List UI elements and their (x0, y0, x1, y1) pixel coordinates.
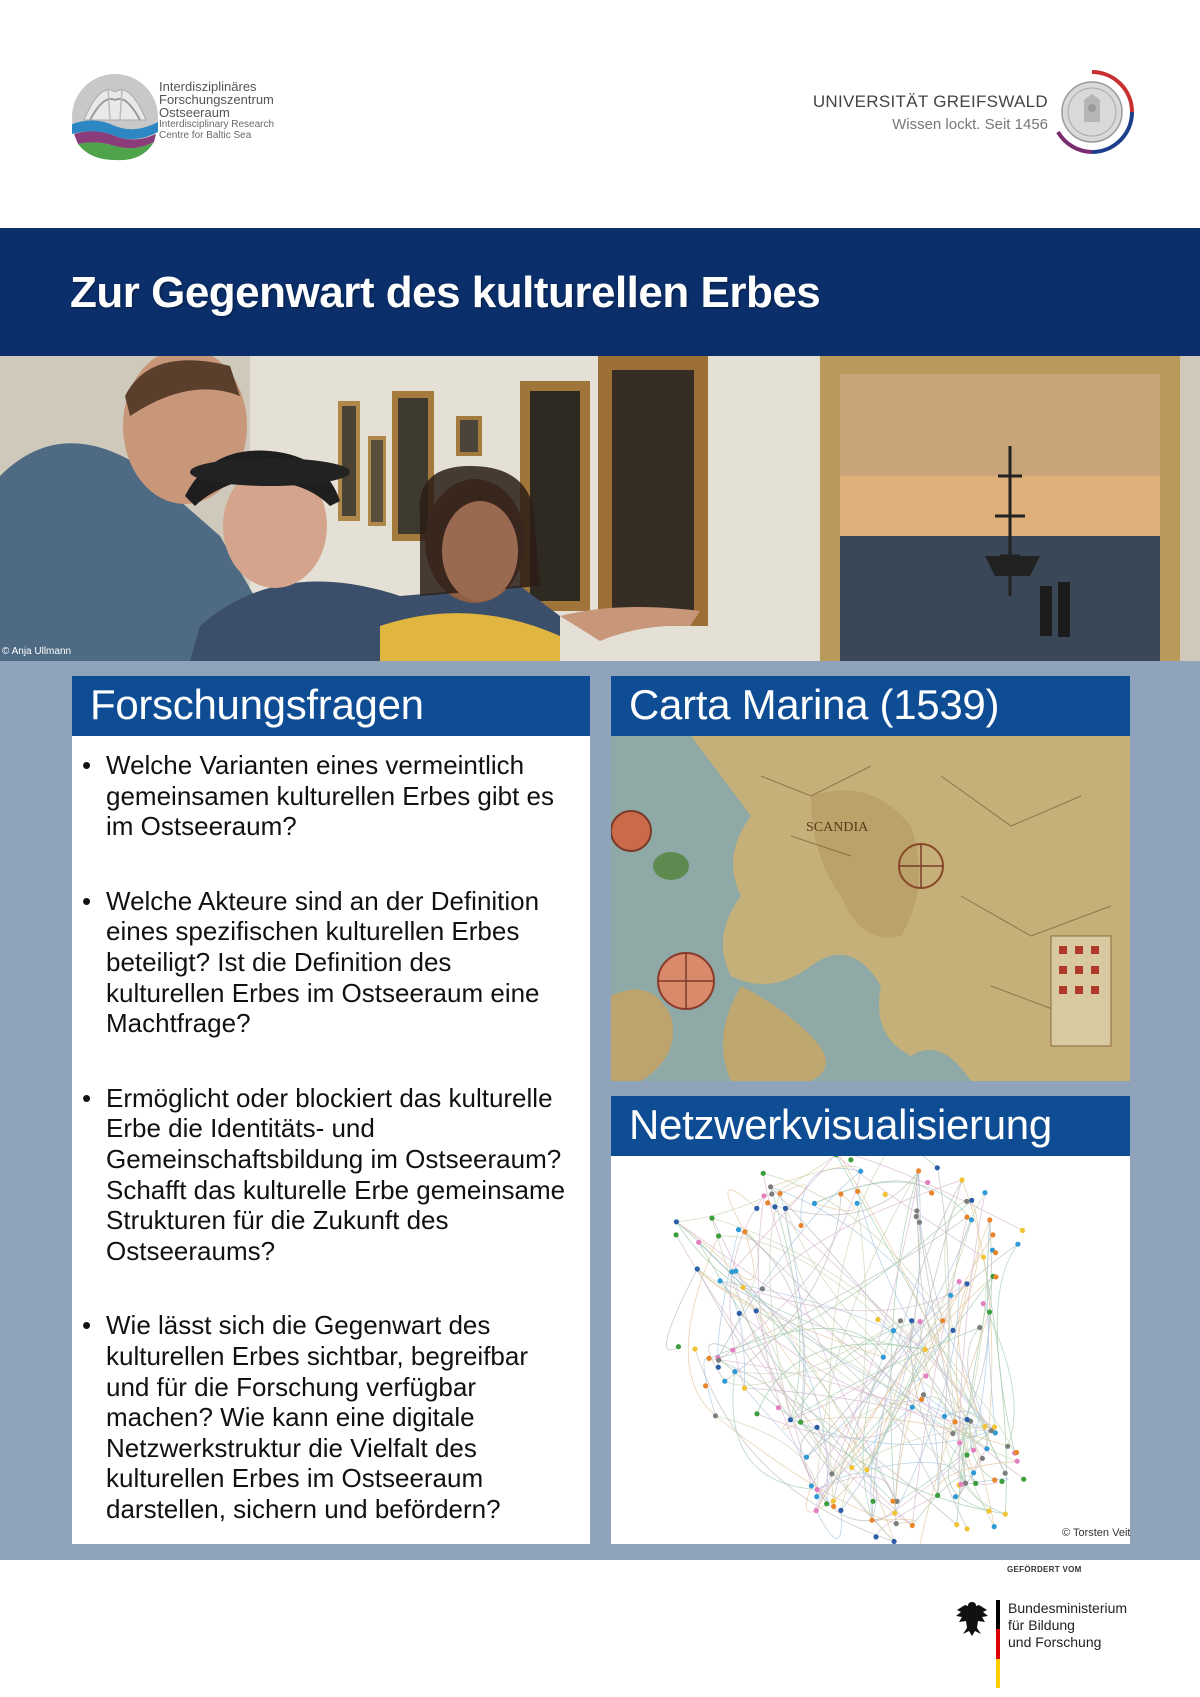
list-item (82, 750, 576, 842)
network-node (940, 1318, 945, 1323)
question-line: Ostseeraums? (106, 1235, 276, 1266)
network-node (736, 1227, 741, 1232)
network-node (894, 1521, 899, 1526)
network-node (987, 1309, 992, 1314)
network-node (992, 1524, 997, 1529)
network-node (921, 1392, 926, 1397)
network-node (925, 1180, 930, 1185)
funded-by-label: GEFÖRDERT VOM (1007, 1565, 1082, 1574)
ministry-name-line1: Bundesministerium (1008, 1600, 1128, 1616)
bullet: • (82, 1082, 92, 1113)
network-node (799, 1223, 804, 1228)
network-node (890, 1499, 895, 1504)
network-node (692, 1346, 697, 1351)
network-node (959, 1177, 964, 1182)
network-node (891, 1328, 896, 1333)
ministry-name (1008, 1600, 1127, 1651)
network-node (814, 1508, 819, 1513)
network-node (870, 1499, 875, 1504)
research-questions-list (72, 736, 590, 1524)
question-line: machen? Wie kann eine digitale (106, 1402, 475, 1433)
network-node (1003, 1512, 1008, 1517)
network-node (898, 1318, 903, 1323)
network-node (815, 1487, 820, 1492)
network-node (916, 1168, 921, 1173)
network-node (824, 1501, 829, 1506)
network-node (761, 1171, 766, 1176)
university-seal-icon (1050, 70, 1134, 154)
network-node (1005, 1444, 1010, 1449)
network-node (957, 1440, 962, 1445)
network-node (982, 1190, 987, 1195)
german-flag-bar-icon (996, 1600, 1000, 1688)
network-node (864, 1467, 869, 1472)
network-node (892, 1539, 897, 1544)
network-node (965, 1526, 970, 1531)
network-node (858, 1169, 863, 1174)
question-line: im Ostseeraum? (106, 811, 297, 842)
network-node (838, 1508, 843, 1513)
network-node (990, 1232, 995, 1237)
network-node (674, 1219, 679, 1224)
network-node (709, 1216, 714, 1221)
network-node (703, 1383, 708, 1388)
network-node (987, 1217, 992, 1222)
question-line: Ermöglicht oder blockiert das kulturelle (106, 1082, 553, 1113)
question-line: Welche Akteure sind an der Definition (106, 885, 540, 916)
bullet: • (82, 885, 92, 916)
network-edge (829, 1156, 887, 1507)
network-node (881, 1355, 886, 1360)
institute-name-line1: Interdisziplinäres (159, 79, 257, 94)
network-node (981, 1301, 986, 1306)
network-node (957, 1279, 962, 1284)
network-node (992, 1424, 997, 1429)
network-node (964, 1199, 969, 1204)
network-node (804, 1455, 809, 1460)
network-node (869, 1518, 874, 1523)
question-line: kulturellen Erbes im Ostseeraum eine (106, 977, 540, 1008)
network-node (829, 1471, 834, 1476)
network-node (929, 1190, 934, 1195)
page-title: Zur Gegenwart des kulturellen Erbes (70, 268, 821, 317)
network-node (892, 1511, 897, 1516)
network-node (848, 1157, 853, 1162)
list-item (82, 1082, 576, 1267)
network-node (948, 1293, 953, 1298)
network-node (730, 1348, 735, 1353)
network-node (935, 1165, 940, 1170)
network-node (993, 1250, 998, 1255)
network-node (919, 1397, 924, 1402)
network-edge (732, 1156, 837, 1272)
network-edge (709, 1344, 733, 1382)
ministry-name-line3: und Forschung (1008, 1634, 1102, 1650)
network-node (964, 1452, 969, 1457)
network-node (982, 1424, 987, 1429)
network-node (754, 1206, 759, 1211)
list-item (82, 885, 576, 1039)
network-node (910, 1523, 915, 1528)
network-node (971, 1448, 976, 1453)
network-node (742, 1229, 747, 1234)
network-node (1015, 1459, 1020, 1464)
institute-name-en-line2: Centre for Baltic Sea (159, 130, 252, 141)
question-line: beteiligt? Ist die Definition des (106, 946, 452, 977)
network-node (696, 1240, 701, 1245)
ifz-logo-text (159, 80, 274, 141)
network-node (977, 1325, 982, 1330)
network-node (809, 1483, 814, 1488)
network-node (1014, 1450, 1019, 1455)
network-node (950, 1328, 955, 1333)
network-node (969, 1217, 974, 1222)
carta-marina-map (611, 736, 1130, 1081)
network-node (754, 1411, 759, 1416)
network-edge (815, 1181, 932, 1204)
institute-name-line3: Ostseeraum (159, 105, 230, 120)
network-node (706, 1356, 711, 1361)
network-node (909, 1318, 914, 1323)
research-questions-panel (72, 736, 590, 1544)
network-node (798, 1420, 803, 1425)
network-node (776, 1405, 781, 1410)
network-node (969, 1198, 974, 1203)
network-node (729, 1269, 734, 1274)
network-node (959, 1482, 964, 1487)
network-node (984, 1446, 989, 1451)
network-node (716, 1358, 721, 1363)
network-node (722, 1379, 727, 1384)
network-edge (815, 1182, 972, 1220)
university-motto: Wissen lockt. Seit 1456 (892, 116, 1048, 133)
network-node (778, 1191, 783, 1196)
network-edge (745, 1232, 974, 1473)
network-node (765, 1200, 770, 1205)
question-line: Welche Varianten eines vermeintlich (106, 750, 525, 780)
question-line: kulturellen Erbes im Ostseeraum (106, 1463, 484, 1494)
network-edge (695, 1349, 894, 1542)
network-edge (816, 1510, 841, 1538)
question-line: kulturellen Erbes sichtbar, begreifbar (106, 1340, 529, 1371)
network-node (917, 1220, 922, 1225)
network-node (973, 1481, 978, 1486)
network-visualization-panel (611, 1156, 1130, 1544)
network-node (953, 1494, 958, 1499)
question-line: Erbe die Identitäts- und (106, 1113, 375, 1144)
network-node (695, 1266, 700, 1271)
question-line: Netzwerkstruktur die Vielfalt des (106, 1432, 477, 1463)
photo-credit: © Anja Ullmann (2, 646, 72, 657)
network-node (849, 1465, 854, 1470)
network-node (914, 1208, 919, 1213)
network-node (783, 1206, 788, 1211)
network-edge (666, 1269, 697, 1350)
network-node (914, 1214, 919, 1219)
network-node (716, 1365, 721, 1370)
carta-marina-illustration (611, 736, 1130, 1081)
network-node (713, 1413, 718, 1418)
network-node (875, 1317, 880, 1322)
bullet: • (82, 1310, 92, 1341)
question-line: eines spezifischen kulturellen Erbes (106, 916, 520, 947)
network-node (737, 1311, 742, 1316)
network-node (954, 1522, 959, 1527)
network-node (971, 1470, 976, 1475)
question-line: Schafft das kulturelle Erbe gemeinsame (106, 1174, 566, 1205)
network-edge (728, 1190, 757, 1232)
network-node (768, 1184, 773, 1189)
network-credit: © Torsten Veit (1062, 1527, 1131, 1539)
network-edge (780, 1185, 806, 1209)
network-edge (997, 1244, 1018, 1453)
question-line: Wie lässt sich die Gegenwart des (106, 1310, 491, 1341)
network-node (831, 1498, 836, 1503)
network-node (950, 1431, 955, 1436)
network-visualization-heading: Netzwerkvisualisierung (611, 1096, 1130, 1156)
question-line: und für die Forschung verfügbar (106, 1371, 476, 1402)
network-node (760, 1286, 765, 1291)
network-node (676, 1344, 681, 1349)
network-node (987, 1508, 992, 1513)
network-node (740, 1285, 745, 1290)
network-edge (758, 1196, 826, 1504)
network-node (855, 1201, 860, 1206)
network-node (873, 1534, 878, 1539)
network-node (772, 1204, 777, 1209)
network-node (1003, 1471, 1008, 1476)
institute-name-en-line1: Interdisciplinary Research (159, 119, 275, 130)
carta-marina-heading: Carta Marina (1539) (611, 676, 1130, 736)
network-node (814, 1425, 819, 1430)
network-node (965, 1417, 970, 1422)
network-node (716, 1233, 721, 1238)
question-line: darstellen, sichern und befördern? (106, 1493, 501, 1524)
network-node (732, 1369, 737, 1374)
network-graph (611, 1156, 1130, 1544)
network-node (812, 1201, 817, 1206)
network-node (964, 1281, 969, 1286)
question-line: gemeinsamen kulturellen Erbes gibt es (106, 780, 555, 811)
network-node (935, 1493, 940, 1498)
network-node (942, 1414, 947, 1419)
question-line: Strukturen für die Zukunft des (106, 1205, 449, 1236)
network-node (838, 1191, 843, 1196)
museum-photo-illustration (0, 356, 1200, 661)
network-node (923, 1373, 928, 1378)
network-node (981, 1255, 986, 1260)
question-line: Machtfrage? (106, 1008, 251, 1039)
network-node (883, 1192, 888, 1197)
network-node (769, 1191, 774, 1196)
question-line: Gemeinschaftsbildung im Ostseeraum? (106, 1143, 562, 1174)
bullet: • (82, 750, 92, 780)
list-item (82, 1310, 576, 1524)
network-node (855, 1189, 860, 1194)
network-node (1021, 1477, 1026, 1482)
network-edge (786, 1208, 913, 1407)
research-questions-heading: Forschungsfragen (72, 676, 590, 736)
network-node (993, 1274, 998, 1279)
network-node (831, 1504, 836, 1509)
network-node (910, 1405, 915, 1410)
network-node (674, 1232, 679, 1237)
museum-photo (0, 356, 1200, 661)
network-node (718, 1278, 723, 1283)
network-node (964, 1215, 969, 1220)
university-name: UNIVERSITÄT GREIFSWALD (812, 92, 1048, 111)
network-node (788, 1417, 793, 1422)
ministry-name-line2: für Bildung (1008, 1617, 1075, 1633)
map-region-label: SCANDIA (806, 820, 869, 835)
network-node (999, 1479, 1004, 1484)
network-node (814, 1494, 819, 1499)
network-node (1015, 1242, 1020, 1247)
federal-eagle-icon (955, 1598, 989, 1638)
network-node (761, 1193, 766, 1198)
network-node (980, 1456, 985, 1461)
network-node (754, 1308, 759, 1313)
network-node (923, 1347, 928, 1352)
institute-name-line2: Forschungszentrum (159, 92, 274, 107)
network-node (992, 1477, 997, 1482)
network-node (918, 1319, 923, 1324)
network-edge (676, 1156, 836, 1222)
network-node (742, 1386, 747, 1391)
network-node (1020, 1228, 1025, 1233)
network-edge (718, 1171, 861, 1357)
network-node (953, 1419, 958, 1424)
